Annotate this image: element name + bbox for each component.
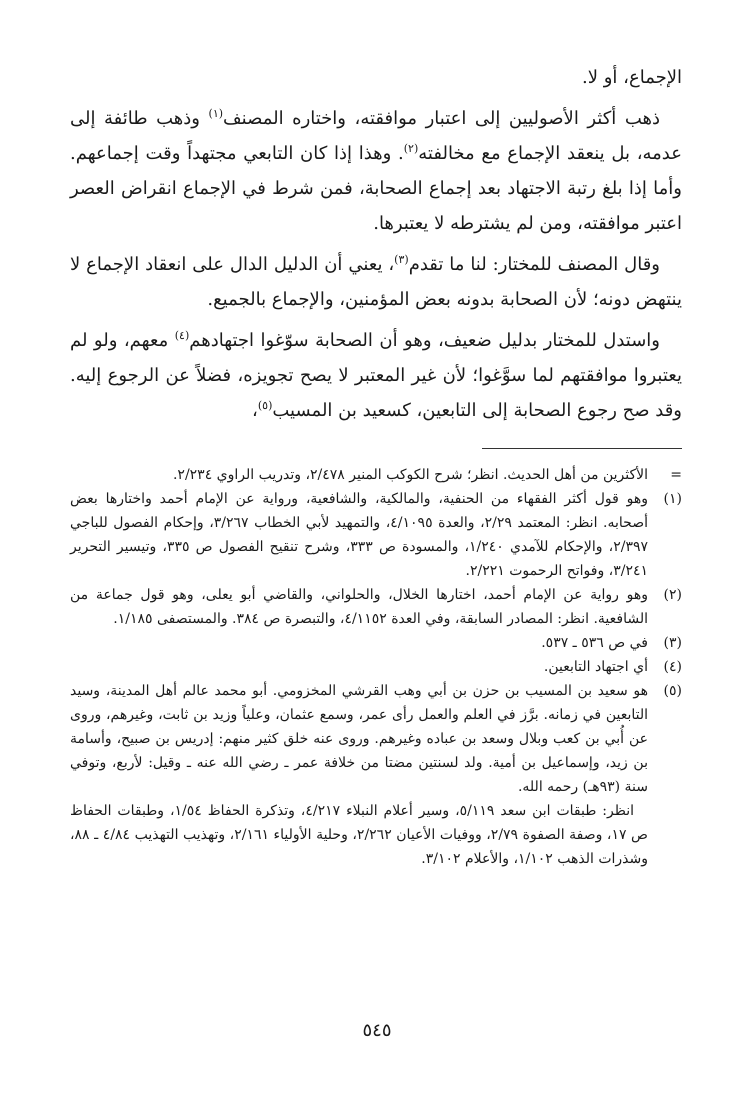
footnote-ref-3[interactable]: (٣) xyxy=(394,253,409,266)
footnote-4 xyxy=(70,655,682,679)
footnote-separator xyxy=(482,448,682,449)
footnote-3 xyxy=(70,631,682,655)
footnote-5-sources: انظر: طبقات ابن سعد ٥/١١٩، وسير أعلام النبلاء ٤/٢١٧، وتذكرة الحفاظ ١/٥٤، وطبقات الحفاظ ص ١٧، وصفة الصفوة ٢/٧٩، ووفيات الأعيان ٢/٢٦٢، وحلية الأولياء ٢/١٦١، وتهذيب التهذيب ٤/٨٤ ـ ٨٨، وشذرات الذهب ١/١٠٢، والأعلام ٣/١٠٢. xyxy=(70,803,648,867)
paragraph-1-text-b: وذهب طائفة إلى عدمه، بل ينعقد الإجماع مع مخالفته xyxy=(70,108,682,164)
paragraph-0 xyxy=(70,60,682,95)
footnotes xyxy=(70,463,682,871)
footnote-2-text: وهو رواية عن الإمام أحمد، اختارها الخلال، والحلواني، والقاضي أبو يعلى، وهو قول جماعة من الشافعية. انظر: المصادر السابقة، وفي العدة ٤/١١٥٢، والتبصرة ص ٣٨٤. والمستصفى ١/١٨٥. xyxy=(70,587,648,627)
footnote-1 xyxy=(70,487,682,583)
paragraph-1-text-c: . وهذا إذا كان التابعي مجتهداً وقت إجماعهم. وأما إذا بلغ رتبة الاجتهاد بعد إجماع الصحابة، فمن شرط في الإجماع انقراض العصر اعتبر موافقته، ومن لم يشترطه لا يعتبرها. xyxy=(70,143,682,234)
paragraph-3 xyxy=(70,323,682,428)
main-text xyxy=(70,60,682,428)
footnote-1-text: وهو قول أكثر الفقهاء من الحنفية، والمالكية، والشافعية، ورواية عن الإمام أحمد واختارها بعض أصحابه. انظر: المعتمد ٢/٢٩، والعدة ٤/١٠٩٥، والتمهيد لأبي الخطاب ٣/٢٦٧، وإحكام الفصول للباجي ٢/٣٩٧، والإحكام للآمدي ١/٢٤٠، والمسودة ص ٣٣٣، وشرح تنقيح الفصول ص ٣٣٥، وتيسير التحرير ٣/٢٤١، وفواتح الرحموت ٢/٢٢١. xyxy=(70,491,648,579)
paragraph-2-text-a: وقال المصنف للمختار: لنا ما تقدم xyxy=(408,254,660,275)
footnote-5-text: هو سعيد بن المسيب بن حزن بن أبي وهب القرشي المخزومي. أبو محمد عالم أهل المدينة، وسيد التابعين في زمانه. برَّز في العلم والعمل رأى عمر، وسمع عثمان، وعلياً وزيد بن ثابت، وغيرهم، وروى عن أُبي بن كعب وبلال وسعد بن عباده وغيرهم. وروى عنه خلق كثير منهم: إدريس بن صبيح، وأسامة بن زيد، وإسماعيل بن أمية. ولد لسنتين مضتا من خلافة عمر ـ رضي الله عنه ـ وقيل: لأربع، وتوفي سنة (٩٣هـ) رحمه الله. xyxy=(70,683,648,795)
paragraph-2 xyxy=(70,247,682,317)
continuation-mark: = xyxy=(670,467,682,483)
footnote-5-number: (٥) xyxy=(663,683,682,699)
paragraph-3-text-a: واستدل للمختار بدليل ضعيف، وهو أن الصحابة سوّغوا اجتهادهم xyxy=(189,330,661,351)
continuation-text: الأكثرين من أهل الحديث. انظر؛ شرح الكوكب المنير ٢/٤٧٨، وتدريب الراوي ٢/٢٣٤. xyxy=(172,467,648,483)
paragraph-2-text-b: ، يعني أن الدليل الدال على انعقاد الإجماع لا ينتهض دونه؛ لأن الصحابة بدونه بعض المؤمنين، والإجماع بالجميع. xyxy=(70,254,682,310)
footnote-ref-2[interactable]: (٢) xyxy=(403,142,419,155)
paragraph-1 xyxy=(70,101,682,241)
footnote-ref-1[interactable]: (١) xyxy=(208,107,224,120)
footnote-2-number: (٢) xyxy=(663,587,682,603)
paragraph-1-text-a: ذهب أكثر الأصوليين إلى اعتبار موافقته، واختاره المصنف xyxy=(223,108,660,129)
footnote-4-text: أي اجتهاد التابعين. xyxy=(543,659,648,675)
paragraph-3-text-c: ، xyxy=(252,400,258,421)
footnote-3-number: (٣) xyxy=(663,635,682,651)
footnote-5 xyxy=(70,679,682,799)
page-number: ٥٤٥ xyxy=(362,1020,392,1041)
footnote-4-number: (٤) xyxy=(663,659,682,675)
paragraph-0-text: الإجماع، أو لا. xyxy=(582,67,682,88)
footnote-ref-4[interactable]: (٤) xyxy=(174,329,190,342)
footnote-ref-5[interactable]: (٥) xyxy=(257,399,273,412)
footnote-continuation xyxy=(70,463,682,487)
footnote-1-number: (١) xyxy=(663,491,682,507)
page xyxy=(70,60,682,1090)
paragraph-3-text-b: معهم، ولو لم يعتبروا موافقتهم لما سوَّغوا؛ لأن غير المعتبر لا يصح تجويزه، فضلاً عن الرجوع إليه. وقد صح رجوع الصحابة إلى التابعين، كسعيد بن المسيب xyxy=(70,330,682,421)
footnote-3-text: في ص ٥٣٦ ـ ٥٣٧. xyxy=(541,635,648,651)
footnote-2 xyxy=(70,583,682,631)
